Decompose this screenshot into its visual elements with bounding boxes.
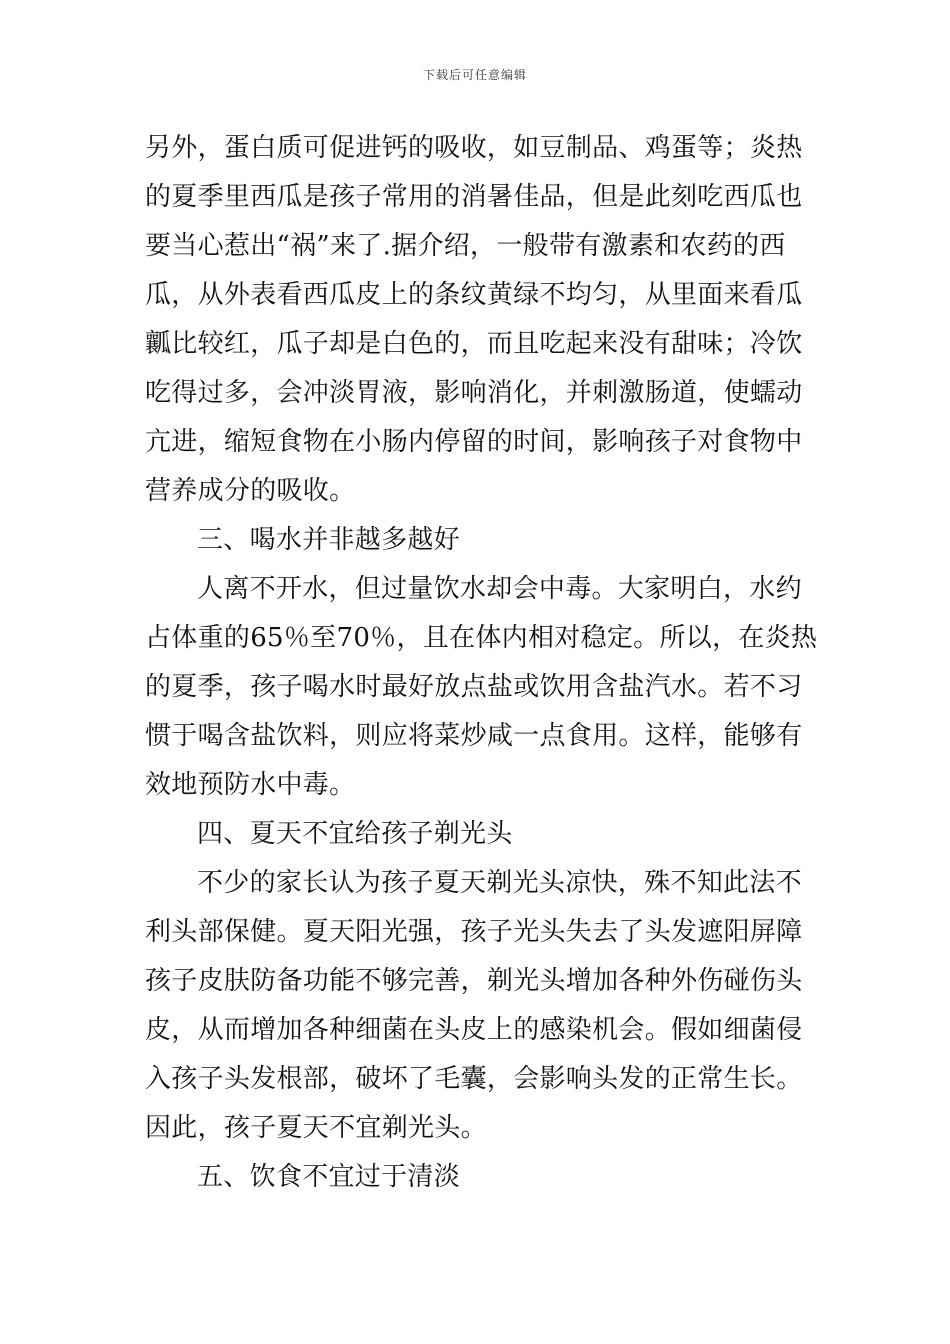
body-line: 入孩子头发根部，破坏了毛囊，会影响头发的正常生长。 [145,1064,803,1094]
body-line: 孩子皮肤防备功能不够完善，剃光头增加各种外伤碰伤头 [145,966,803,996]
body-line: 占体重的65％至70％，且在体内相对稳定。所以，在炎热 [145,623,818,653]
body-line: 要当心惹出“祸”来了.据介绍，一般带有激素和农药的西 [145,231,786,261]
body-line: 吃得过多，会冲淡胃液，影响消化，并刺激肠道，使蠕动 [145,378,803,408]
section-heading: 五、饮食不宜过于清淡 [197,1162,461,1192]
body-line: 营养成分的吸收。 [145,476,356,506]
body-line: 瓜，从外表看西瓜皮上的条纹黄绿不均匀，从里面来看瓜 [145,280,803,310]
body-line: 惯于喝含盐饮料，则应将菜炒咸一点食用。这样，能够有 [145,721,803,751]
paragraph-first-line: 人离不开水，但过量饮水却会中毒。大家明白，水约 [197,574,802,604]
body-line: 亢进，缩短食物在小肠内停留的时间，影响孩子对食物中 [145,427,803,457]
section-heading: 四、夏天不宜给孩子剃光头 [197,819,513,849]
body-line: 皮，从而增加各种细菌在头皮上的感染机会。假如细菌侵 [145,1015,803,1045]
body-line: 效地预防水中毒。 [145,770,356,800]
section-heading: 三、喝水并非越多越好 [197,525,461,555]
paragraph-first-line: 不少的家长认为孩子夏天剃光头凉快，殊不知此法不 [197,868,802,898]
body-line: 的夏季，孩子喝水时最好放点盐或饮用含盐汽水。若不习 [145,672,803,702]
body-line: 利头部保健。夏天阳光强，孩子光头失去了头发遮阳屏障 [145,917,803,947]
body-line: 因此，孩子夏天不宜剃光头。 [145,1113,487,1143]
body-line: 的夏季里西瓜是孩子常用的消暑佳品，但是此刻吃西瓜也 [145,182,803,212]
body-line: 另外，蛋白质可促进钙的吸收，如豆制品、鸡蛋等；炎热 [145,133,803,163]
page-header: 下载后可任意编辑 [422,68,527,82]
body-line: 瓤比较红，瓜子却是白色的，而且吃起来没有甜味；冷饮 [145,329,803,359]
document-body [145,124,818,1202]
